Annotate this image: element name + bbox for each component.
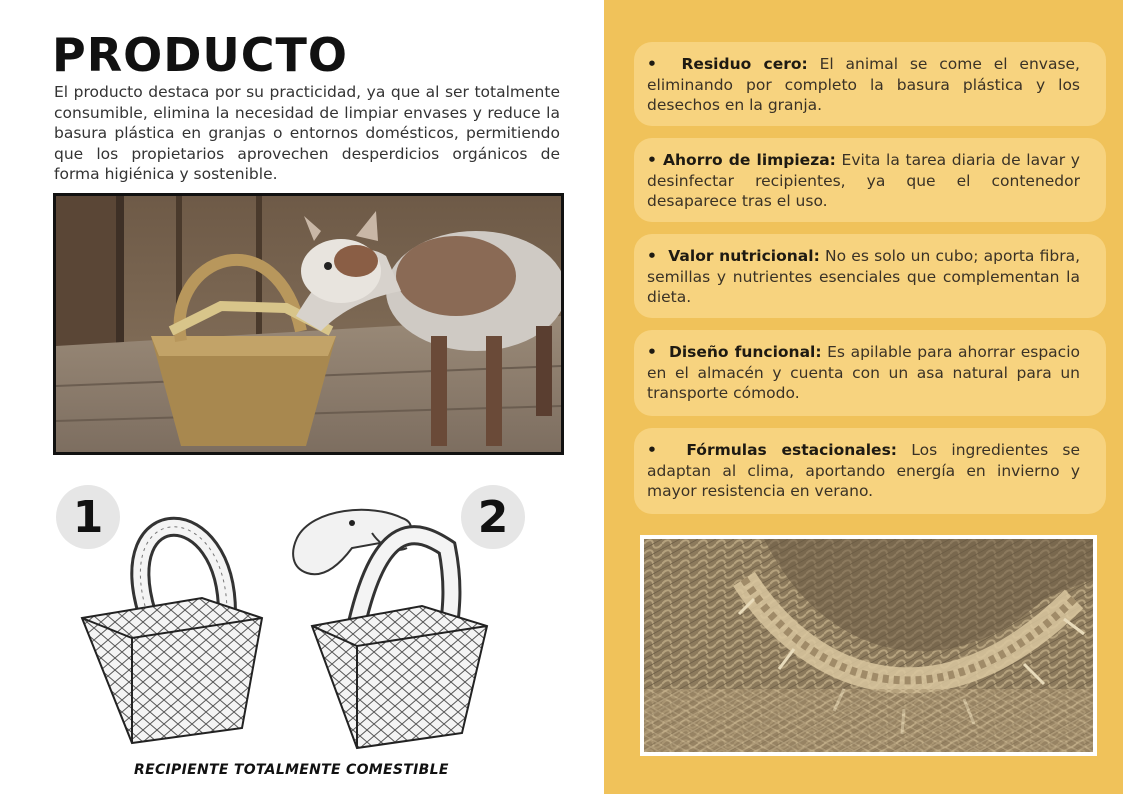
feature-label: Fórmulas estacionales:	[686, 441, 897, 459]
feature-text: Evita la tarea diaria de lavar y desinfectar recipientes, ya que el contenedor desaparece tras el uso.	[647, 151, 1080, 210]
page-title: PRODUCTO	[52, 28, 349, 82]
feature-text: No es solo un cubo; aporta fibra, semillas y nutrientes esenciales que complementan la dieta.	[647, 247, 1081, 306]
feature-card-diseno-funcional: • Diseño funcional: Es apilable para ahorrar espacio en el almacén y cuenta con un asa natural para un transporte cómodo.	[634, 330, 1106, 416]
intro-paragraph: El producto destaca por su practicidad, ya que al ser totalmente consumible, elimina la necesidad de limpiar envases y reduce la basura plástica en granjas o entornos domésticos, permitiendo que los propietarios aprovechen desperdicios orgánicos de forma higiénica y sostenible.	[54, 83, 560, 183]
feature-label: Diseño funcional:	[668, 343, 822, 361]
feature-card-ahorro-limpieza: • Ahorro de limpieza: Evita la tarea diaria de lavar y desinfectar recipientes, ya que el contenedor desaparece tras el uso.	[634, 138, 1106, 222]
feature-label: Ahorro de limpieza:	[663, 151, 836, 169]
step-one-badge: 1	[56, 485, 120, 549]
feature-text: Es apilable para ahorrar espacio en el almacén y cuenta con un asa natural para un transporte cómodo.	[647, 343, 1080, 402]
basket-illustration	[52, 478, 552, 763]
feature-label: Residuo cero:	[681, 55, 808, 73]
goat-eating-basket-photo	[53, 193, 564, 455]
feature-label: Valor nutricional:	[668, 247, 820, 265]
woven-basket-closeup-photo	[640, 535, 1097, 756]
feature-card-valor-nutricional: • Valor nutricional: No es solo un cubo; aporta fibra, semillas y nutrientes esenciales que complementan la dieta.	[634, 234, 1106, 318]
feature-card-formulas-estacionales: • Fórmulas estacionales: Los ingredientes se adaptan al clima, aportando energía en invierno y mayor resistencia en verano.	[634, 428, 1106, 514]
step-two-badge: 2	[461, 485, 525, 549]
feature-text: El animal se come el envase, eliminando por completo la basura plástica y los desechos en la granja.	[647, 55, 1080, 114]
feature-card-residuo-cero: • Residuo cero: El animal se come el envase, eliminando por completo la basura plástica y los desechos en la granja.	[634, 42, 1106, 126]
illustration-caption: RECIPIENTE TOTALMENTE COMESTIBLE	[134, 762, 449, 778]
feature-text: Los ingredientes se adaptan al clima, aportando energía en invierno y mayor resistencia en verano.	[647, 441, 1080, 500]
